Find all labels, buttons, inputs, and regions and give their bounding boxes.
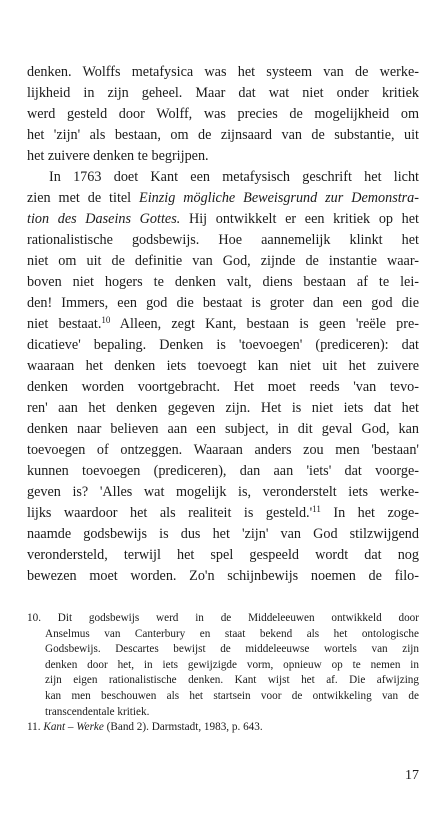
text-line: verondersteld, terwijl het spel gespeeld wordt dat nog xyxy=(27,547,419,563)
text-line: denken worden voortgebracht. Het moet reeds 'van tevo- xyxy=(27,379,419,395)
footnote-number: 11. xyxy=(27,721,44,734)
footnote-line: transcendentale kritiek. xyxy=(45,705,150,718)
text-line xyxy=(27,188,419,209)
paragraph xyxy=(27,167,419,587)
text-line: ren' aan het denken gegeven zijn. Het is niet iets dat het xyxy=(27,400,419,416)
text-line: rationalistische godsbewijs. Hoe aannemelijk klinkt het xyxy=(27,232,419,248)
text-run: In het zoge- xyxy=(320,505,419,521)
text-line: dicatieve' bepaling. Denken is 'toevoegen' (prediceren): dat xyxy=(27,337,419,353)
text-run: lijks waardoor het als realiteit is gesteld.' xyxy=(27,505,313,521)
footnote-11 xyxy=(27,720,419,736)
text-line: naamde godsbewijs is dus het 'zijn' van God stilzwijgend xyxy=(27,526,419,542)
footnote-line: denken door het, in iets gewijzigde vorm, opnieuw op te nemen in xyxy=(45,658,419,671)
text-line xyxy=(27,314,419,335)
text-line xyxy=(27,503,419,524)
text-run: niet bestaat. xyxy=(27,316,102,332)
book-title: Kant – Werke xyxy=(43,721,104,734)
text-run: Alleen, zegt Kant, bestaan is geen 'reële pre- xyxy=(110,316,419,332)
text-line: den! Immers, een god die bestaat is groter dan een god die xyxy=(27,295,419,311)
text-line xyxy=(27,209,419,230)
text-line: denken naar believen aan een subject, in dit geval God, kan xyxy=(27,421,419,437)
footnote-line xyxy=(27,720,419,736)
text-run: Hij ontwikkelt er een kritiek op het xyxy=(180,211,419,227)
text-line: In 1763 doet Kant een metafysisch geschrift het licht xyxy=(49,169,419,185)
text-line: werd gesteld door Wolff, was precies de mogelijkheid om xyxy=(27,106,419,122)
text-line: denken. Wolffs metafysica was het systeem van de werke- xyxy=(27,64,419,80)
main-text xyxy=(27,62,419,587)
text-line: kunnen toevoegen (prediceren), dan aan 'iets' dat voorge- xyxy=(27,463,419,479)
text-run: zien met de titel xyxy=(27,190,140,206)
footnote-line: Godsbewijs. Descartes bewijst de middeleeuwse wortels van zijn xyxy=(45,643,419,656)
footnote-line: kan men beschouwen als het startsein voor de ontwikkeling van de xyxy=(45,689,419,702)
footnote-line: zijn eigen rationalistische denken. Kant wijst het af. Die afwijzing xyxy=(45,674,419,687)
book-title: tion des Daseins Gottes. xyxy=(27,211,181,227)
text-line: waaraan het denken iets toevoegt kan niet uit het zuivere xyxy=(27,358,419,374)
text-line: het zuivere denken te begrijpen. xyxy=(27,148,209,164)
footnote-reference: 11 xyxy=(312,504,321,514)
text-line: geven is? 'Alles wat mogelijk is, veronderstelt iets werke- xyxy=(27,484,419,500)
footnote-10 xyxy=(27,611,419,720)
paragraph xyxy=(27,62,419,167)
text-line: bewezen moet worden. Zo'n schijnbewijs noemen de filo- xyxy=(27,568,419,584)
footnote-line: Anselmus van Canterbury en staat bekend als het ontologische xyxy=(45,627,419,640)
footnote-reference: 10 xyxy=(101,315,111,325)
book-title: Einzig mögliche Beweisgrund zur Demonstra- xyxy=(139,190,419,206)
footnotes xyxy=(27,611,419,736)
footnote-line: 10. Dit godsbewijs werd in de Middeleeuwen ontwikkeld door xyxy=(27,612,419,624)
text-run: (Band 2). Darmstadt, 1983, p. 643. xyxy=(103,721,263,734)
text-line: toevoegen of ontzeggen. Waaraan anders zou men 'bestaan' xyxy=(27,442,419,458)
text-line: niet om uit de definitie van God, zijnde de instantie waar- xyxy=(27,253,419,269)
page-number: 17 xyxy=(405,768,419,783)
text-line: lijkheid in zijn geheel. Maar dat wat niet onder kritiek xyxy=(27,85,419,101)
text-line: het 'zijn' als bestaan, om de zijnsaard van de substantie, uit xyxy=(27,127,419,143)
text-line: boven niet hogers te denken valt, diens bestaan af te lei- xyxy=(27,274,419,290)
